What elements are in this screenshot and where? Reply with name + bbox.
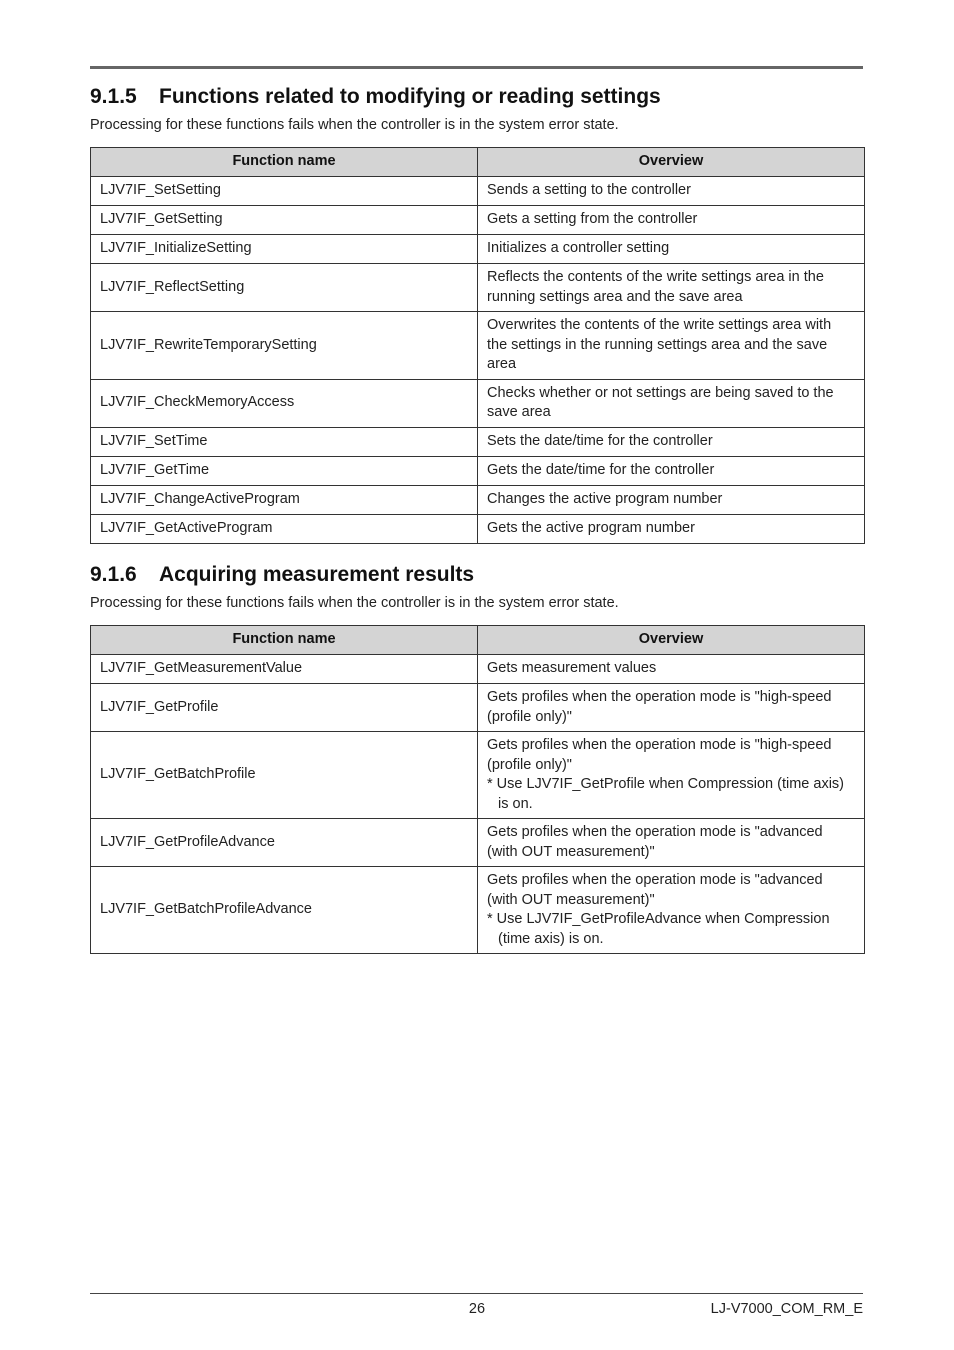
column-header-overview: Overview (478, 626, 865, 655)
overview-note: * Use LJV7IF_GetProfileAdvance when Compression (time axis) is on. (487, 911, 830, 947)
table-header-row (91, 148, 865, 177)
function-name-cell: LJV7IF_GetTime (91, 456, 478, 485)
section-heading (90, 84, 864, 110)
function-name-cell: LJV7IF_CheckMemoryAccess (91, 379, 478, 427)
function-name-cell: LJV7IF_SetTime (91, 427, 478, 456)
function-name-cell: LJV7IF_ChangeActiveProgram (91, 485, 478, 514)
table-row (91, 819, 865, 867)
section-title: Acquiring measurement results (159, 563, 475, 586)
measurement-functions-table (90, 625, 865, 954)
overview-cell: Gets the date/time for the controller (478, 456, 865, 485)
function-name-cell: LJV7IF_GetActiveProgram (91, 514, 478, 543)
function-name-cell: LJV7IF_GetMeasurementValue (91, 655, 478, 684)
function-name-cell: LJV7IF_GetBatchProfileAdvance (91, 867, 478, 954)
table-row (91, 206, 865, 235)
footer-rule (90, 1293, 863, 1294)
section-title: Functions related to modifying or reading settings (159, 85, 661, 108)
overview-cell: Overwrites the contents of the write settings area with the settings in the running settings area and the save area (478, 312, 865, 380)
function-name-cell: LJV7IF_SetSetting (91, 177, 478, 206)
table-row (91, 177, 865, 206)
overview-cell: Reflects the contents of the write settings area in the running settings area and the save area (478, 264, 865, 312)
overview-cell: Gets the active program number (478, 514, 865, 543)
table-row (91, 732, 865, 819)
overview-text: Gets profiles when the operation mode is "advanced (with OUT measurement)" (487, 872, 823, 908)
document-id: LJ-V7000_COM_RM_E (710, 1301, 863, 1317)
table-row (91, 379, 865, 427)
function-name-cell: LJV7IF_GetBatchProfile (91, 732, 478, 819)
page-number: 26 (468, 1301, 486, 1317)
function-name-cell: LJV7IF_GetProfile (91, 684, 478, 732)
overview-cell (478, 732, 865, 819)
section-9-1-6 (90, 562, 864, 954)
table-row (91, 456, 865, 485)
table-row (91, 485, 865, 514)
table-row (91, 867, 865, 954)
function-name-cell: LJV7IF_InitializeSetting (91, 235, 478, 264)
header-rule (90, 66, 863, 69)
table-row (91, 684, 865, 732)
section-9-1-5 (90, 84, 864, 544)
overview-cell: Gets a setting from the controller (478, 206, 865, 235)
function-name-cell: LJV7IF_ReflectSetting (91, 264, 478, 312)
overview-cell: Sets the date/time for the controller (478, 427, 865, 456)
column-header-function-name: Function name (91, 148, 478, 177)
overview-cell: Gets profiles when the operation mode is "high-speed (profile only)" (478, 684, 865, 732)
overview-cell: Initializes a controller setting (478, 235, 865, 264)
overview-cell: Checks whether or not settings are being saved to the save area (478, 379, 865, 427)
section-description: Processing for these functions fails when the controller is in the system error state. (90, 117, 619, 133)
table-row (91, 235, 865, 264)
settings-functions-table (90, 147, 865, 544)
column-header-function-name: Function name (91, 626, 478, 655)
overview-cell: Gets profiles when the operation mode is "advanced (with OUT measurement)" (478, 819, 865, 867)
overview-text: Gets profiles when the operation mode is "high-speed (profile only)" (487, 737, 832, 773)
section-heading (90, 562, 864, 588)
function-name-cell: LJV7IF_RewriteTemporarySetting (91, 312, 478, 380)
section-number: 9.1.6 (90, 563, 137, 586)
overview-cell: Sends a setting to the controller (478, 177, 865, 206)
table-row (91, 514, 865, 543)
overview-cell (478, 867, 865, 954)
table-row (91, 312, 865, 380)
function-name-cell: LJV7IF_GetSetting (91, 206, 478, 235)
overview-note: * Use LJV7IF_GetProfile when Compression (time axis) is on. (487, 776, 844, 812)
overview-cell: Gets measurement values (478, 655, 865, 684)
column-header-overview: Overview (478, 148, 865, 177)
table-header-row (91, 626, 865, 655)
function-name-cell: LJV7IF_GetProfileAdvance (91, 819, 478, 867)
section-number: 9.1.5 (90, 85, 137, 108)
table-row (91, 655, 865, 684)
table-row (91, 264, 865, 312)
overview-cell: Changes the active program number (478, 485, 865, 514)
table-row (91, 427, 865, 456)
section-description: Processing for these functions fails when the controller is in the system error state. (90, 595, 619, 611)
